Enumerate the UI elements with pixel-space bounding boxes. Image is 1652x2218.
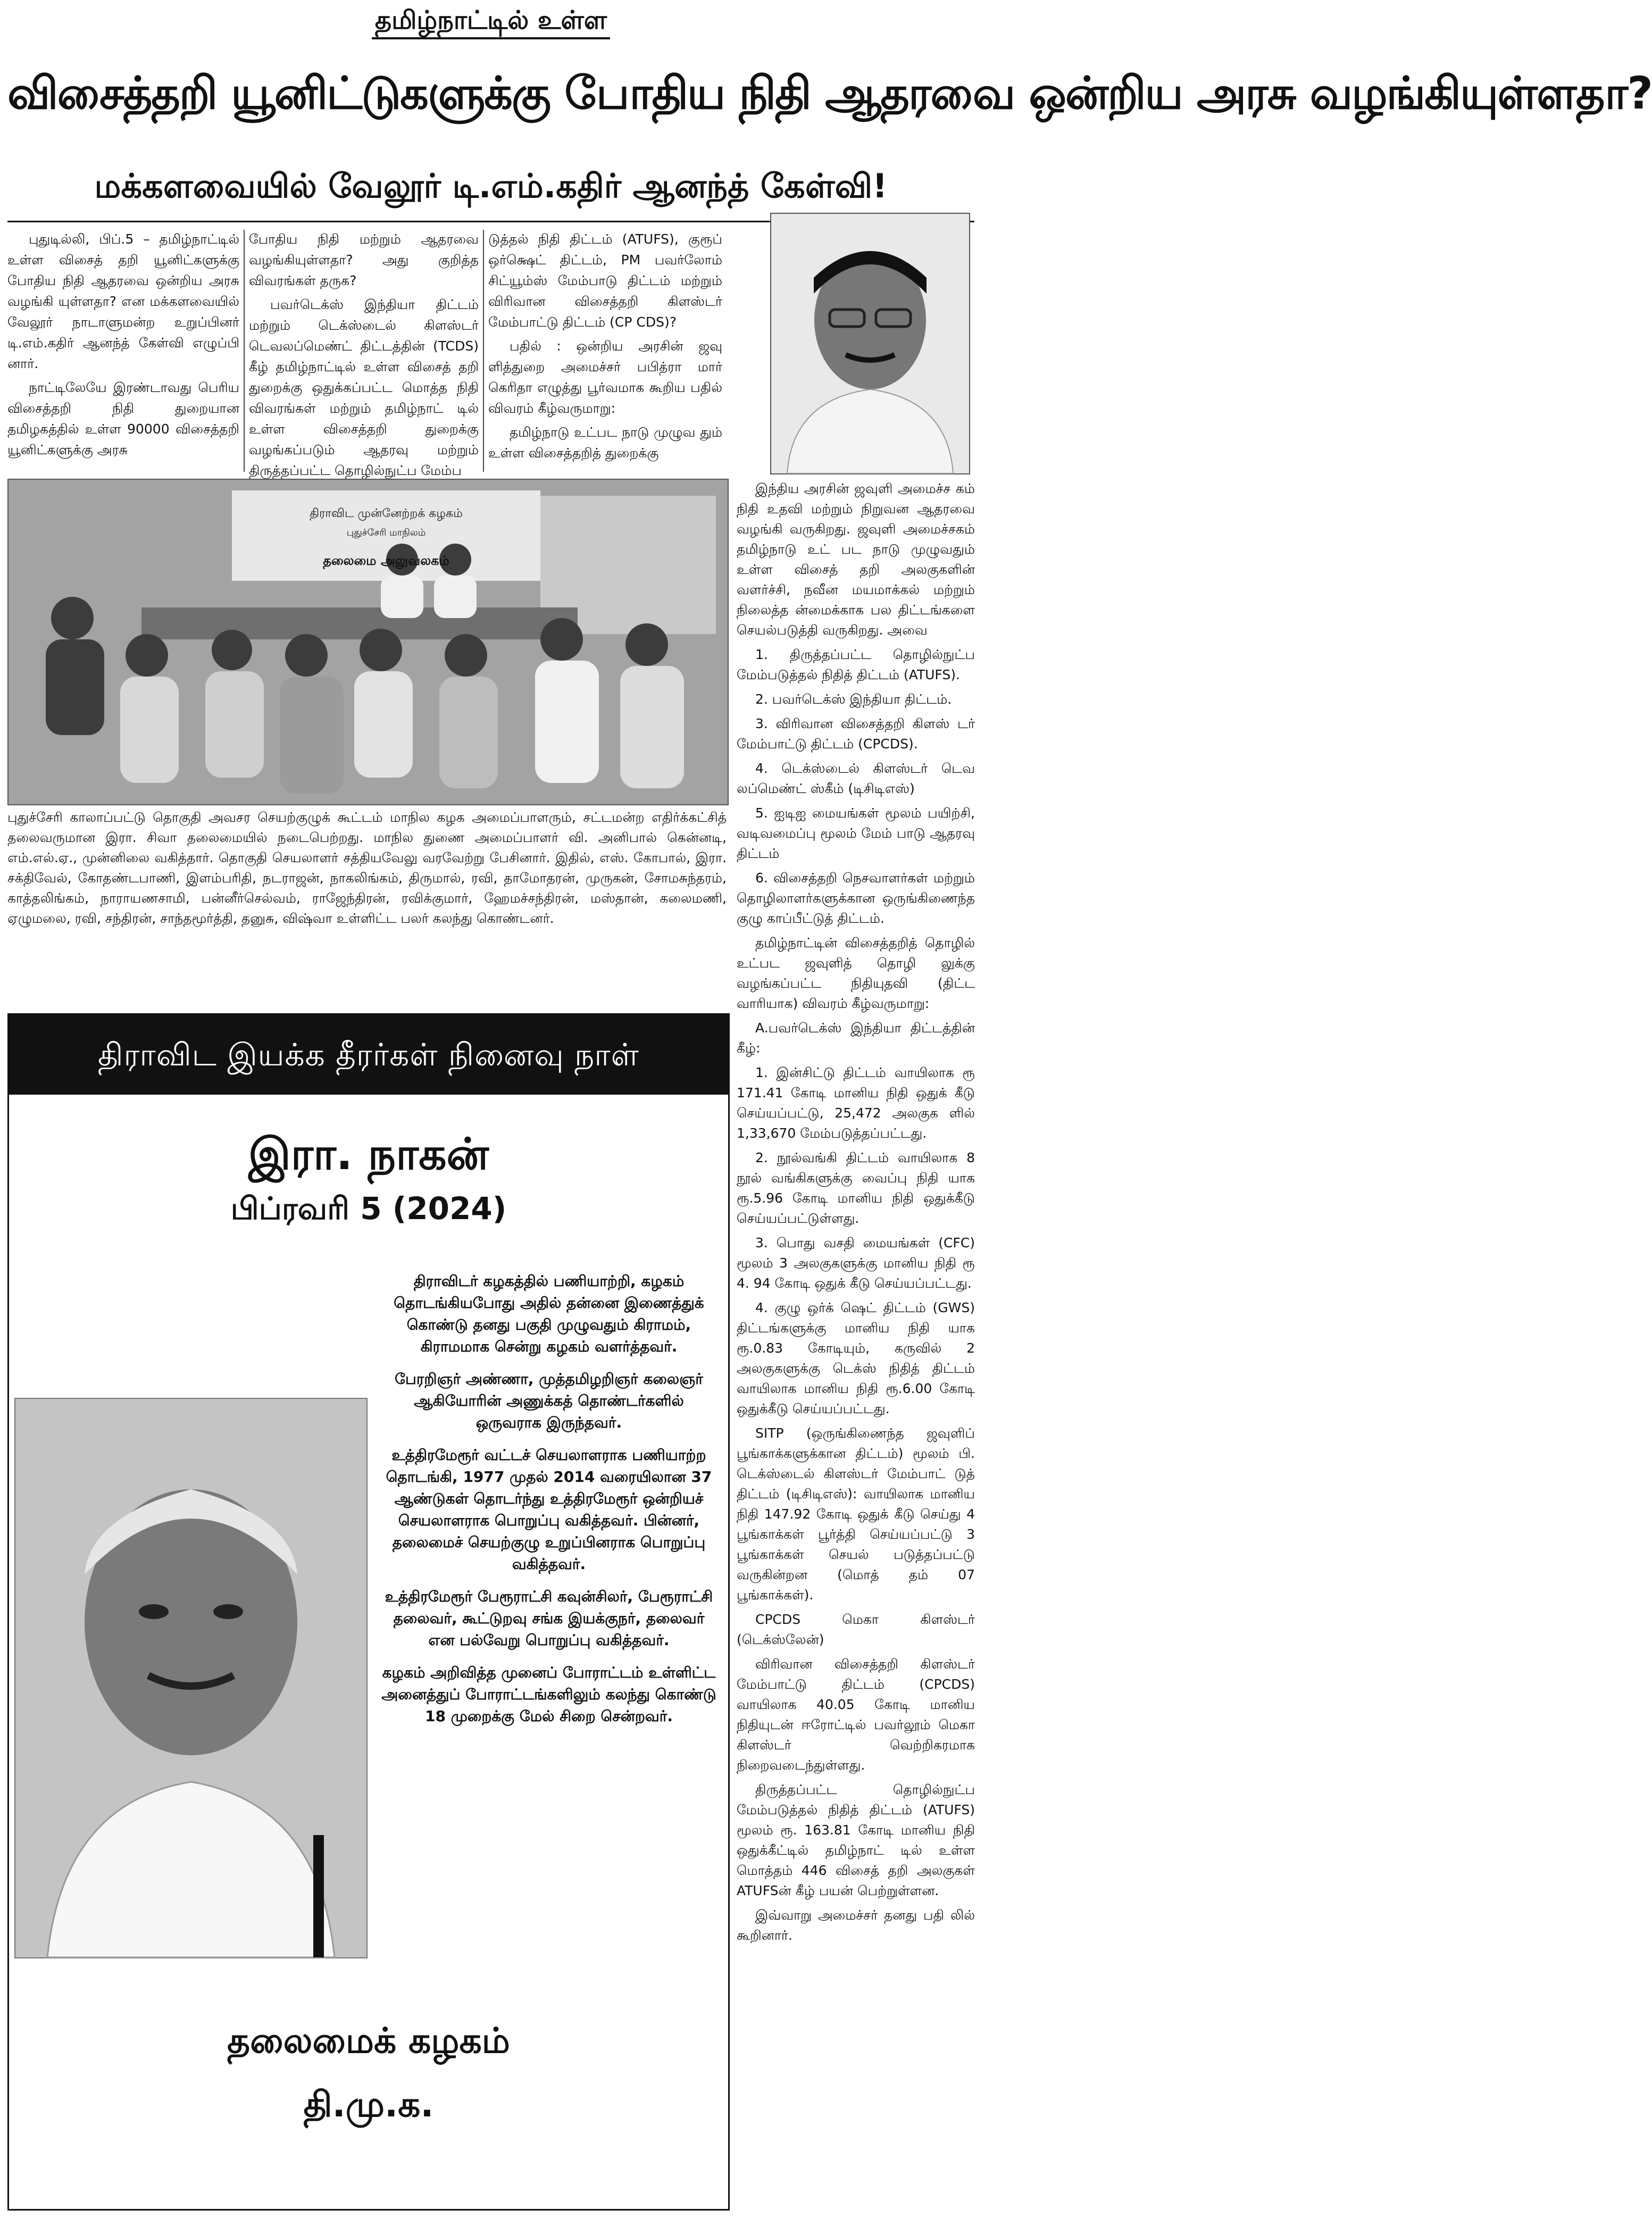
- memorial-name: இரா. நாகன்: [248, 1129, 489, 1180]
- elder-portrait-photo-icon: [15, 1399, 366, 1957]
- meeting-photo-icon: [9, 480, 728, 804]
- portrait-photo: [770, 213, 970, 474]
- memorial-signatory: தலைமைக் கழகம்: [227, 2020, 510, 2061]
- article-column-right: இந்திய அரசின் ஜவுளி அமைச்ச கம் நிதி உதவி மற்றும் நிறுவன ஆதரவை வழங்கி வருகிறது. ஜவுளி அமைச்சகம் தமிழ்நாடு உட் பட நாடு முழுவதும் உள்ள விசைத் தறி அலகுகளின் வளர்ச்சி, நவீன மயமாக்கல் மற்றும் நிலைத்த ன்மைக்காக பல திட்டங்களை செயல்படுத்தி வருகிறது. அவை 1. திருத்தப்பட்ட தொழில்நுட்ப மேம்படுத்தல் நிதித் திட்டம் (ATUFS). 2. பவர்டெக்ஸ் இந்தியா திட்டம். 3. விரிவான விசைத்தறி கிளஸ் டர் மேம்பாட்டு திட்டம் (CPCDS). 4. டெக்ஸ்டைல் கிளஸ்டர் டெவ லப்மெண்ட் ஸ்கீம் (டிசிடிஎஸ்) 5. ஐடிஐ மையங்கள் மூலம் பயிற்சி, வடிவமைப்பு மூலம் மேம் பாடு ஆதரவு திட்டம் 6. விசைத்தறி நெசவாளர்கள் மற்றும் தொழிலாளர்களுக்கான ஒருங்கிணைந்த குழு காப்பீட்டுத் திட்டம். தமிழ்நாட்டின் விசைத்தறித் தொழில் உட்பட ஜவுளித் தொழி லுக்கு வழங்கப்பட்ட நிதியுதவி (திட்ட வாரியாக) விவரம் கீழ்வருமாறு: A.பவர்டெக்ஸ் இந்தியா திட்டத்தின் கீழ்: 1. இன்சிட்டு திட்டம் வாயிலாக ரூ 171.41 கோடி மானிய நிதி ஒதுக் கீடு செய்யப்பட்டு, 25,472 அலகுக ளில் 1,33,670 மேம்படுத்தப்பட்டது. 2. நூல்வங்கி திட்டம் வாயிலாக 8 நூல் வங்கிகளுக்கு வைப்பு நிதி யாக ரூ.5.96 கோடி மானிய நிதி ஒதுக்கீடு செய்யப்பட்டுள்ளது. 3. பொது வசதி மையங்கள் (CFC) மூலம் 3 அலகுகளுக்கு மானிய நிதி ரூ 4. 94 கோடி ஒதுக் கீடு செய்யப்பட்டது. 4. குழு ஒர்க் ஷெட் திட்டம் (GWS) திட்டங்களுக்கு மானிய நிதி யாக ரூ.0.83 கோடியும், கருவில் 2 அலகுகளுக்கு டெக்ஸ் நிதித் திட்டம் வாயிலாக மானிய நிதி ரூ.6.00 கோடி ஒதுக்கீடு செய்யப்பட்டது. SITP (ஒருங்கிணைந்த ஜவுளிப் பூங்காக்களுக்கான திட்டம்) மூலம் பி. டெக்ஸ்டைல் கிளஸ்டர் மேம்பாட் டுத் திட்டம் (டிசிடிஎஸ்): வாயிலாக மானிய நிதி 147.92 கோடி ஒதுக் கீடு செய்து 4 பூங்காக்கள் பூர்த்தி செய்யப்பட்டு 3 பூங்காக்கள் செயல் படுத்தப்பட்டு வருகின்றன (மொத் தம் 07 பூங்காக்கள்). CPCDS மெகா கிளஸ்டர் (டெக்ஸ்லேன்) விரிவான விசைத்தறி கிளஸ்டர் மேம்பாட்டு திட்டம் (CPCDS) வாயிலாக 40.05 கோடி மானிய நிதியுடன் ஈரோட்டில் பவர்லூம் மெகா கிளஸ்டர் வெற்றிகரமாக நிறைவடைந்துள்ளது. திருத்தப்பட்ட தொழில்நுட்ப மேம்படுத்தல் நிதித் திட்டம் (ATUFS) மூலம் ரூ. 163.81 கோடி மானிய நிதி ஒதுக்கீட்டில் தமிழ்நாட் டில் உள்ள மொத்தம் 446 விசைத் தறி அலகுகள் ATUFSன் கீழ் பயன் பெற்றுள்ளன. இவ்வாறு அமைச்சர் தனது பதி லில் கூறினார்.: [737, 481, 975, 1943]
- memorial-date: பிப்ரவரி 5 (2024): [230, 1190, 507, 1227]
- article-column-1: புதுடில்லி, பிப்.5 – தமிழ்நாட்டில் உள்ள விசைத் தறி யூனிட்களுக்கு போதிய நிதி ஆதரவை ஒன்றிய அரசு வழங்கி யுள்ளதா? என மக்களவையில் வேலூர் நாடாளுமன்ற உறுப்பினர் டி.எம்.கதிர் ஆனந்த் கேள்வி எழுப்பி னார். நாட்டிலேயே இரண்டாவது பெரிய விசைத்தறி நிதி துறையான தமிழகத்தில் உள்ள 90000 விசைத்தறி யூனிட்களுக்கு அரசு: [7, 231, 239, 457]
- meeting-photo: [7, 479, 729, 805]
- memorial-banner: திராவிட இயக்க தீரர்கள் நினைவு நாள்: [9, 1015, 728, 1095]
- memorial-notice: [7, 1013, 730, 2211]
- meeting-banner-text-3: தலைமை அலுவலகம்: [323, 553, 449, 568]
- column-divider: [244, 230, 245, 472]
- column-divider: [483, 230, 484, 472]
- memorial-photo: [14, 1398, 368, 1958]
- memorial-signatory-party: தி.மு.க.: [303, 2084, 434, 2125]
- meeting-banner-text-2: புதுச்சேரி மாநிலம்: [346, 527, 426, 538]
- subheadline: மக்களவையில் வேலூர் டி.எம்.கதிர் ஆனந்த் கேள்வி!: [94, 166, 888, 205]
- article-column-2: போதிய நிதி மற்றும் ஆதரவை வழங்கியுள்ளதா? அது குறித்த விவரங்கள் தருக? பவர்டெக்ஸ் இந்தியா திட்டம் மற்றும் டெக்ஸ்டைல் கிளஸ்டர் டெவலப்மெண்ட் திட்டத்தின் (TCDS) கீழ் தமிழ்நாட்டில் உள்ள விசைத் தறி துறைக்கு ஒதுக்கப்பட்ட மொத்த நிதி விவரங்கள் மற்றும் தமிழ்நாட் டில் உள்ள விசைத்தறி துறைக்கு வழங்கப்படும் ஆதரவு மற்றும் திருத்தப்பட்ட தொழில்நுட்ப மேம்ப: [249, 231, 479, 478]
- photo-caption: புதுச்சேரி காலாப்பட்டு தொகுதி அவசர செயற்குழுக் கூட்டம் மாநில கழக அமைப்பாளரும், சட்டமன்ற எதிர்க்கட்சித் தலைவருமான இரா. சிவா தலைமையில் நடைபெற்றது. மாநில துணை அமைப்பாளர் வி. அனிபால் கென்னடி, எம்.எல்.ஏ., முன்னிலை வகித்தார். தொகுதி செயலாளர் சத்தியவேலு வரவேற்று பேசினார். இதில், எஸ். கோபால், இரா. சக்திவேல், கோதண்டபாணி, இளம்பரிதி, நடராஜன், நாகலிங்கம், திருமால், ரவி, தாமோதரன், முருகன், சோமசுந்தரம், காத்தலிங்கம், நாராயணசாமி, பன்னீர்செல்வம், ராஜேந்திரன், ரவிக்குமார், ஹேமச்சந்திரன், மஸ்தான், கலைமணி, ஏழுமலை, ரவி, சந்திரன், சாந்தமூர்த்தி, தனுசு, விஷ்வா உள்ளிட்ட பலர் கலந்து கொண்டனர்.: [7, 810, 727, 926]
- memorial-bio: திராவிடர் கழகத்தில் பணியாற்றி, கழகம் தொடங்கியபோது அதில் தன்னை இணைத்துக் கொண்டு தனது பகுதி முழுவதும் கிராமம், கிராமமாக சென்று கழகம் வளர்த்தவர். பேரறிஞர் அண்ணா, முத்தமிழறிஞர் கலைஞர் ஆகியோரின் அணுக்கத் தொண்டர்களில் ஒருவராக இருந்தவர். உத்திரமேரூர் வட்டச் செயலாளராக பணியாற்ற தொடங்கி, 1977 முதல் 2014 வரையிலான 37 ஆண்டுகள் தொடர்ந்து உத்திரமேரூர் ஒன்றியச் செயலாளராக பொறுப்பு வகித்தவர். பின்னர், தலைமைச் செயற்குழு உறுப்பினராக பொறுப்பு வகித்தவர். உத்திரமேரூர் பேரூராட்சி கவுன்சிலர், பேரூராட்சி தலைவர், கூட்டுறவு சங்க இயக்குநர், தலைவர் என பல்வேறு பொறுப்பு வகித்தவர். கழகம் அறிவித்த முனைப் போராட்டம் உள்ளிட்ட அனைத்துப் போராட்டங்களிலும் கலந்து கொண்டு 18 முறைக்கு மேல் சிறை சென்றவர்.: [381, 1272, 716, 1725]
- portrait-photo-icon: [771, 214, 969, 473]
- meeting-banner-text: திராவிட முன்னேற்றக் கழகம்: [310, 507, 463, 520]
- article-column-3: டுத்தல் நிதி திட்டம் (ATUFS), குரூப் ஒர்க்ஷெட் திட்டம், PM பவர்லோம் சிட்யூம்ஸ் மேம்பாடு திட்டம் மற்றும் விரிவான விசைத்தறி கிளஸ்டர் மேம்பாட்டு திட்டம் (CP CDS)? பதில் : ஒன்றிய அரசின் ஜவு ளித்துறை அமைச்சர் பபித்ரா மார் கெரிதா எழுத்து பூர்வமாக கூறிய பதில் விவரம் கீழ்வருமாறு: தமிழ்நாடு உட்பட நாடு முழுவ தும் உள்ள விசைத்தறித் துறைக்கு: [488, 231, 722, 461]
- kicker: தமிழ்நாட்டில் உள்ள: [0, 5, 982, 38]
- headline: விசைத்தறி யூனிட்டுகளுக்கு போதிய நிதி ஆதரவை ஒன்றிய அரசு வழங்கியுள்ளதா?: [7, 67, 1652, 119]
